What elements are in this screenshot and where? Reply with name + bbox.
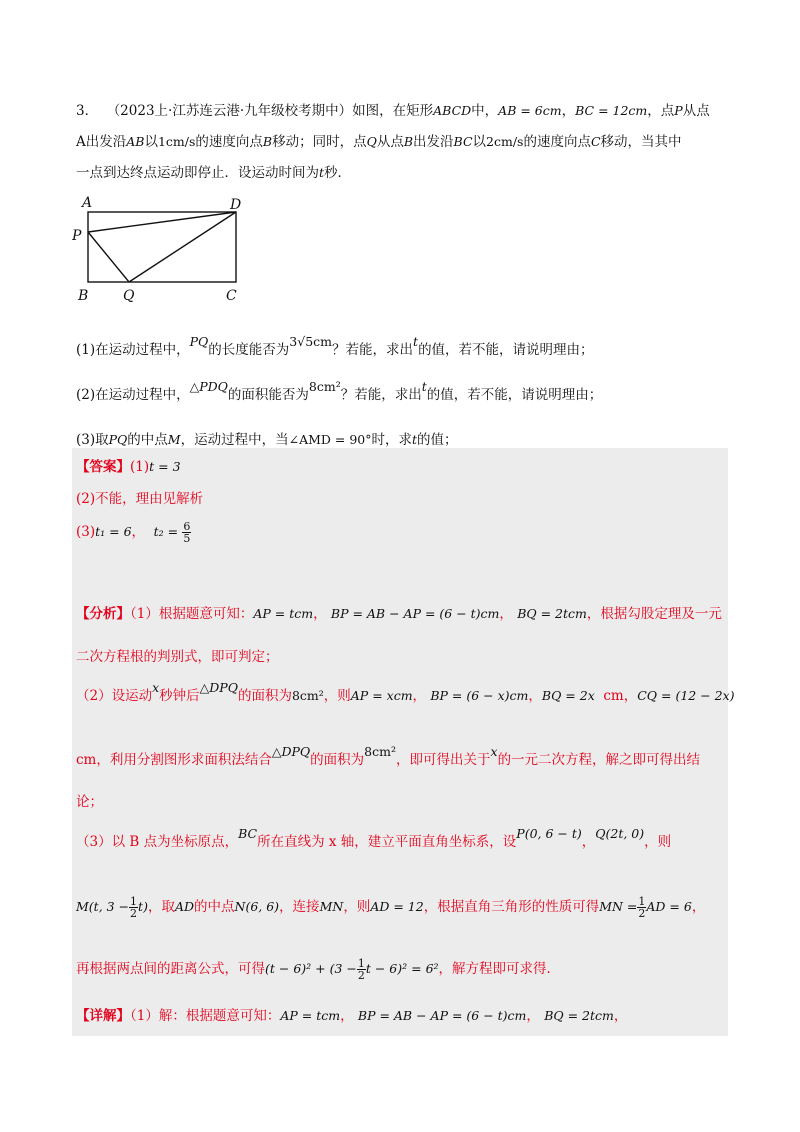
segment-qd [129,212,236,282]
analysis-line-1 [76,602,722,622]
math-span: AP = tcm [253,606,314,621]
text-span: 以 [144,134,158,150]
frac-num: 1 [130,895,138,908]
segment-pd [88,212,236,232]
math-span: AD = 6 [646,899,692,914]
label-b: B [78,288,89,304]
analysis-label: 【分析】 [76,606,130,622]
math-span: x [152,680,160,695]
text-span: ，根据直角三角形的性质可得 [423,899,600,915]
label-c: C [226,288,237,304]
text-span: 的面积为 [237,688,292,704]
text-span: 秒钟后 [159,688,200,704]
text-span: ，点 [647,103,675,119]
math-span: BQ = 2tcm [544,1008,614,1023]
math-span: MN [319,899,344,914]
text-span: 从点 [376,134,404,150]
question-number: 3． [76,103,99,119]
math-span: PQ [108,432,128,447]
text-span: ？若能，求出 [340,387,422,403]
frac-den: 2 [130,907,138,920]
text-span: (3)取 [76,432,109,448]
text-span: 移动；同时，点 [272,134,367,150]
frac-num: 6 [183,520,191,533]
math-span: t − 6)² = 6² [365,961,439,976]
answer-line-2: (2)不能，理由见解析 [76,491,204,507]
fraction [357,958,366,981]
math-span: N(6, 6) [234,899,280,914]
math-span: P(0, 6 − t) [516,826,582,841]
math-span: PQ [189,334,209,349]
segment-pq [88,232,129,282]
text-span: 从点 [682,103,710,119]
text-span: ，则 [343,899,371,915]
text-span: ，解方程即可求得． [438,961,561,977]
analysis-line-2c: 论； [76,794,103,810]
question-line-2 [76,130,682,150]
math-span: Q [366,134,377,149]
text-span: (1)在运动过程中， [76,342,190,358]
answer-line-3 [76,520,191,544]
math-span: BQ = 2x [541,688,595,703]
analysis-line-2b [76,744,701,768]
analysis-line-3 [76,826,672,850]
math-bc: BC = 12cm [575,103,648,118]
detail-label: 【详解】 [76,1008,130,1024]
text-span: 的长度能否为 [208,342,290,358]
math-span: M [167,432,181,447]
text-span: 的面积能否为 [227,387,309,403]
math-span: △DPQ [271,744,311,759]
analysis-line-2 [76,680,735,704]
math-span: 1cm/s [157,134,196,149]
text-span: （1）根据题意可知： [130,606,254,622]
math-span: C [590,134,601,149]
analysis-line-1b: 二次方程根的判别式，即可判定； [76,649,279,665]
text-span: (3) [76,524,96,540]
text-span: 的面积为 [310,752,365,768]
math-span: t₁ = 6 [95,524,132,539]
frac-num: 1 [638,895,646,908]
text-span: ， [131,524,146,540]
math-span: △DPQ [199,680,238,695]
math-span: t [413,334,419,349]
math-span: AP = tcm [280,1008,341,1023]
label-p: P [72,228,82,244]
math-span: BP = AB − AP = (6 − t)cm [330,606,500,621]
fraction [129,896,138,919]
math-span: △PDQ [189,379,228,394]
text-span: ， [526,1008,540,1024]
math-span: 2cm/s [486,134,524,149]
subquestion-3 [76,428,458,448]
text-span: A出发沿 [76,134,127,150]
text-span: (2)在运动过程中， [76,387,190,403]
math-span: t) [138,899,148,914]
math-span: Q(2t, 0) [595,826,645,841]
math-span: BC [238,826,258,841]
text-span: 的值，若不能，请说明理由； [426,387,603,403]
text-span: ， [561,103,576,119]
math-span: BC [453,134,473,149]
math-span: B [262,134,273,149]
text-span: 的中点 [194,899,235,915]
text-span: ，根据勾股定理及一元 [586,606,722,622]
text-span: cm， [603,688,638,704]
label-d: D [230,197,242,213]
math-span: 3√5cm [289,334,333,349]
text-span: ，则 [323,688,351,704]
analysis-line-3b [76,895,705,919]
text-span: 中， [471,103,499,119]
text-span: cm，利用分割图形求面积法结合 [76,752,272,768]
math-p: P [674,103,683,118]
math-span: (t − 6)² + (3 − [265,961,357,976]
math-span: t [421,379,427,394]
math-span: 8cm² [364,744,396,759]
detail-line-1 [76,1004,627,1024]
math-span: AD [174,899,195,914]
math-span: CQ = (12 − 2x) [637,688,735,703]
math-ab: AB = 6cm [498,103,562,118]
fraction [182,521,191,544]
math-span: AP = xcm [350,688,413,703]
math-span: AD = 12 [370,899,424,914]
text-span: 秒． [324,165,352,181]
text-span: 出发沿 [413,134,454,150]
math-span: 8cm² [308,379,341,394]
label-a: A [82,195,93,211]
math-span: MN = [599,899,638,914]
math-span: BQ = 2tcm [517,606,587,621]
math-span: ∠AMD = 90° [288,432,372,447]
text-span: （3）以 B 点为坐标原点， [76,834,239,850]
math-span: t = 3 [149,459,181,474]
math-span: t [319,165,325,180]
text-span: ， [499,606,513,622]
frac-den: 5 [183,532,191,545]
text-span: 时，求 [371,432,413,448]
text-span: ，则 [644,834,672,850]
text-span: ， [313,606,327,622]
question-line-3 [76,161,351,181]
text-span: ， [581,834,596,850]
text-span: 移动，当其中 [600,134,682,150]
text-span: 的值； [417,432,458,448]
text-span: ， [613,1008,628,1024]
answer-line-1 [76,455,181,475]
text-span: ，连接 [279,899,320,915]
text-span: 以 [472,134,487,150]
answer-label: 【答案】 [76,459,130,475]
text-span: 的值，若不能，请说明理由； [418,342,594,358]
text-span: （1）解：根据题意可知： [130,1008,281,1024]
text-span: ？若能，求出 [332,342,414,358]
text-span: (1) [130,459,150,475]
math-span: BP = (6 − x)cm [430,688,529,703]
text-span: ， [528,688,542,704]
text-span: 所在直线为 x 轴，建立平面直角坐标系，设 [257,834,517,850]
frac-num: 1 [357,957,365,970]
text-span: ， [412,688,427,704]
frac-den: 2 [357,969,365,982]
math-span: M(t, 3 − [76,899,130,914]
text-span: ， [691,899,706,915]
math-span: x [490,744,498,759]
math-span: t [412,432,418,447]
math-span: AB [126,134,145,149]
math-span: t₂ = [153,524,179,539]
analysis-line-3c [76,957,560,981]
text-span: ，即可得出关于 [396,752,491,768]
text-span: 再根据两点间的距离公式，可得 [76,961,265,977]
text-span: ，运动过程中，当 [180,432,289,448]
math-rect: ABCD [433,103,472,118]
rectangle-figure [72,192,247,307]
text-span: 的一元二次方程，解之即可得出结 [497,752,701,768]
text-span: （2）设运动 [76,688,153,704]
question-text: （2023上·江苏连云港·九年级校考期中）如图，在矩形 [106,103,434,119]
math-span: B [403,134,414,149]
question-line-1 [76,99,710,119]
label-q: Q [123,288,135,304]
text-span: ， [340,1008,354,1024]
frac-den: 2 [638,907,646,920]
math-span: 8cm² [291,688,324,703]
text-span: 一点到达终点运动即停止．设运动时间为 [76,165,319,181]
text-span: ，取 [147,899,175,915]
text-span: 的中点 [127,432,168,448]
text-span: 的速度向点 [195,134,263,150]
math-span: BP = AB − AP = (6 − t)cm [357,1008,527,1023]
text-span: 的速度向点 [523,134,591,150]
subquestion-2 [76,379,603,403]
subquestion-1 [76,334,594,358]
